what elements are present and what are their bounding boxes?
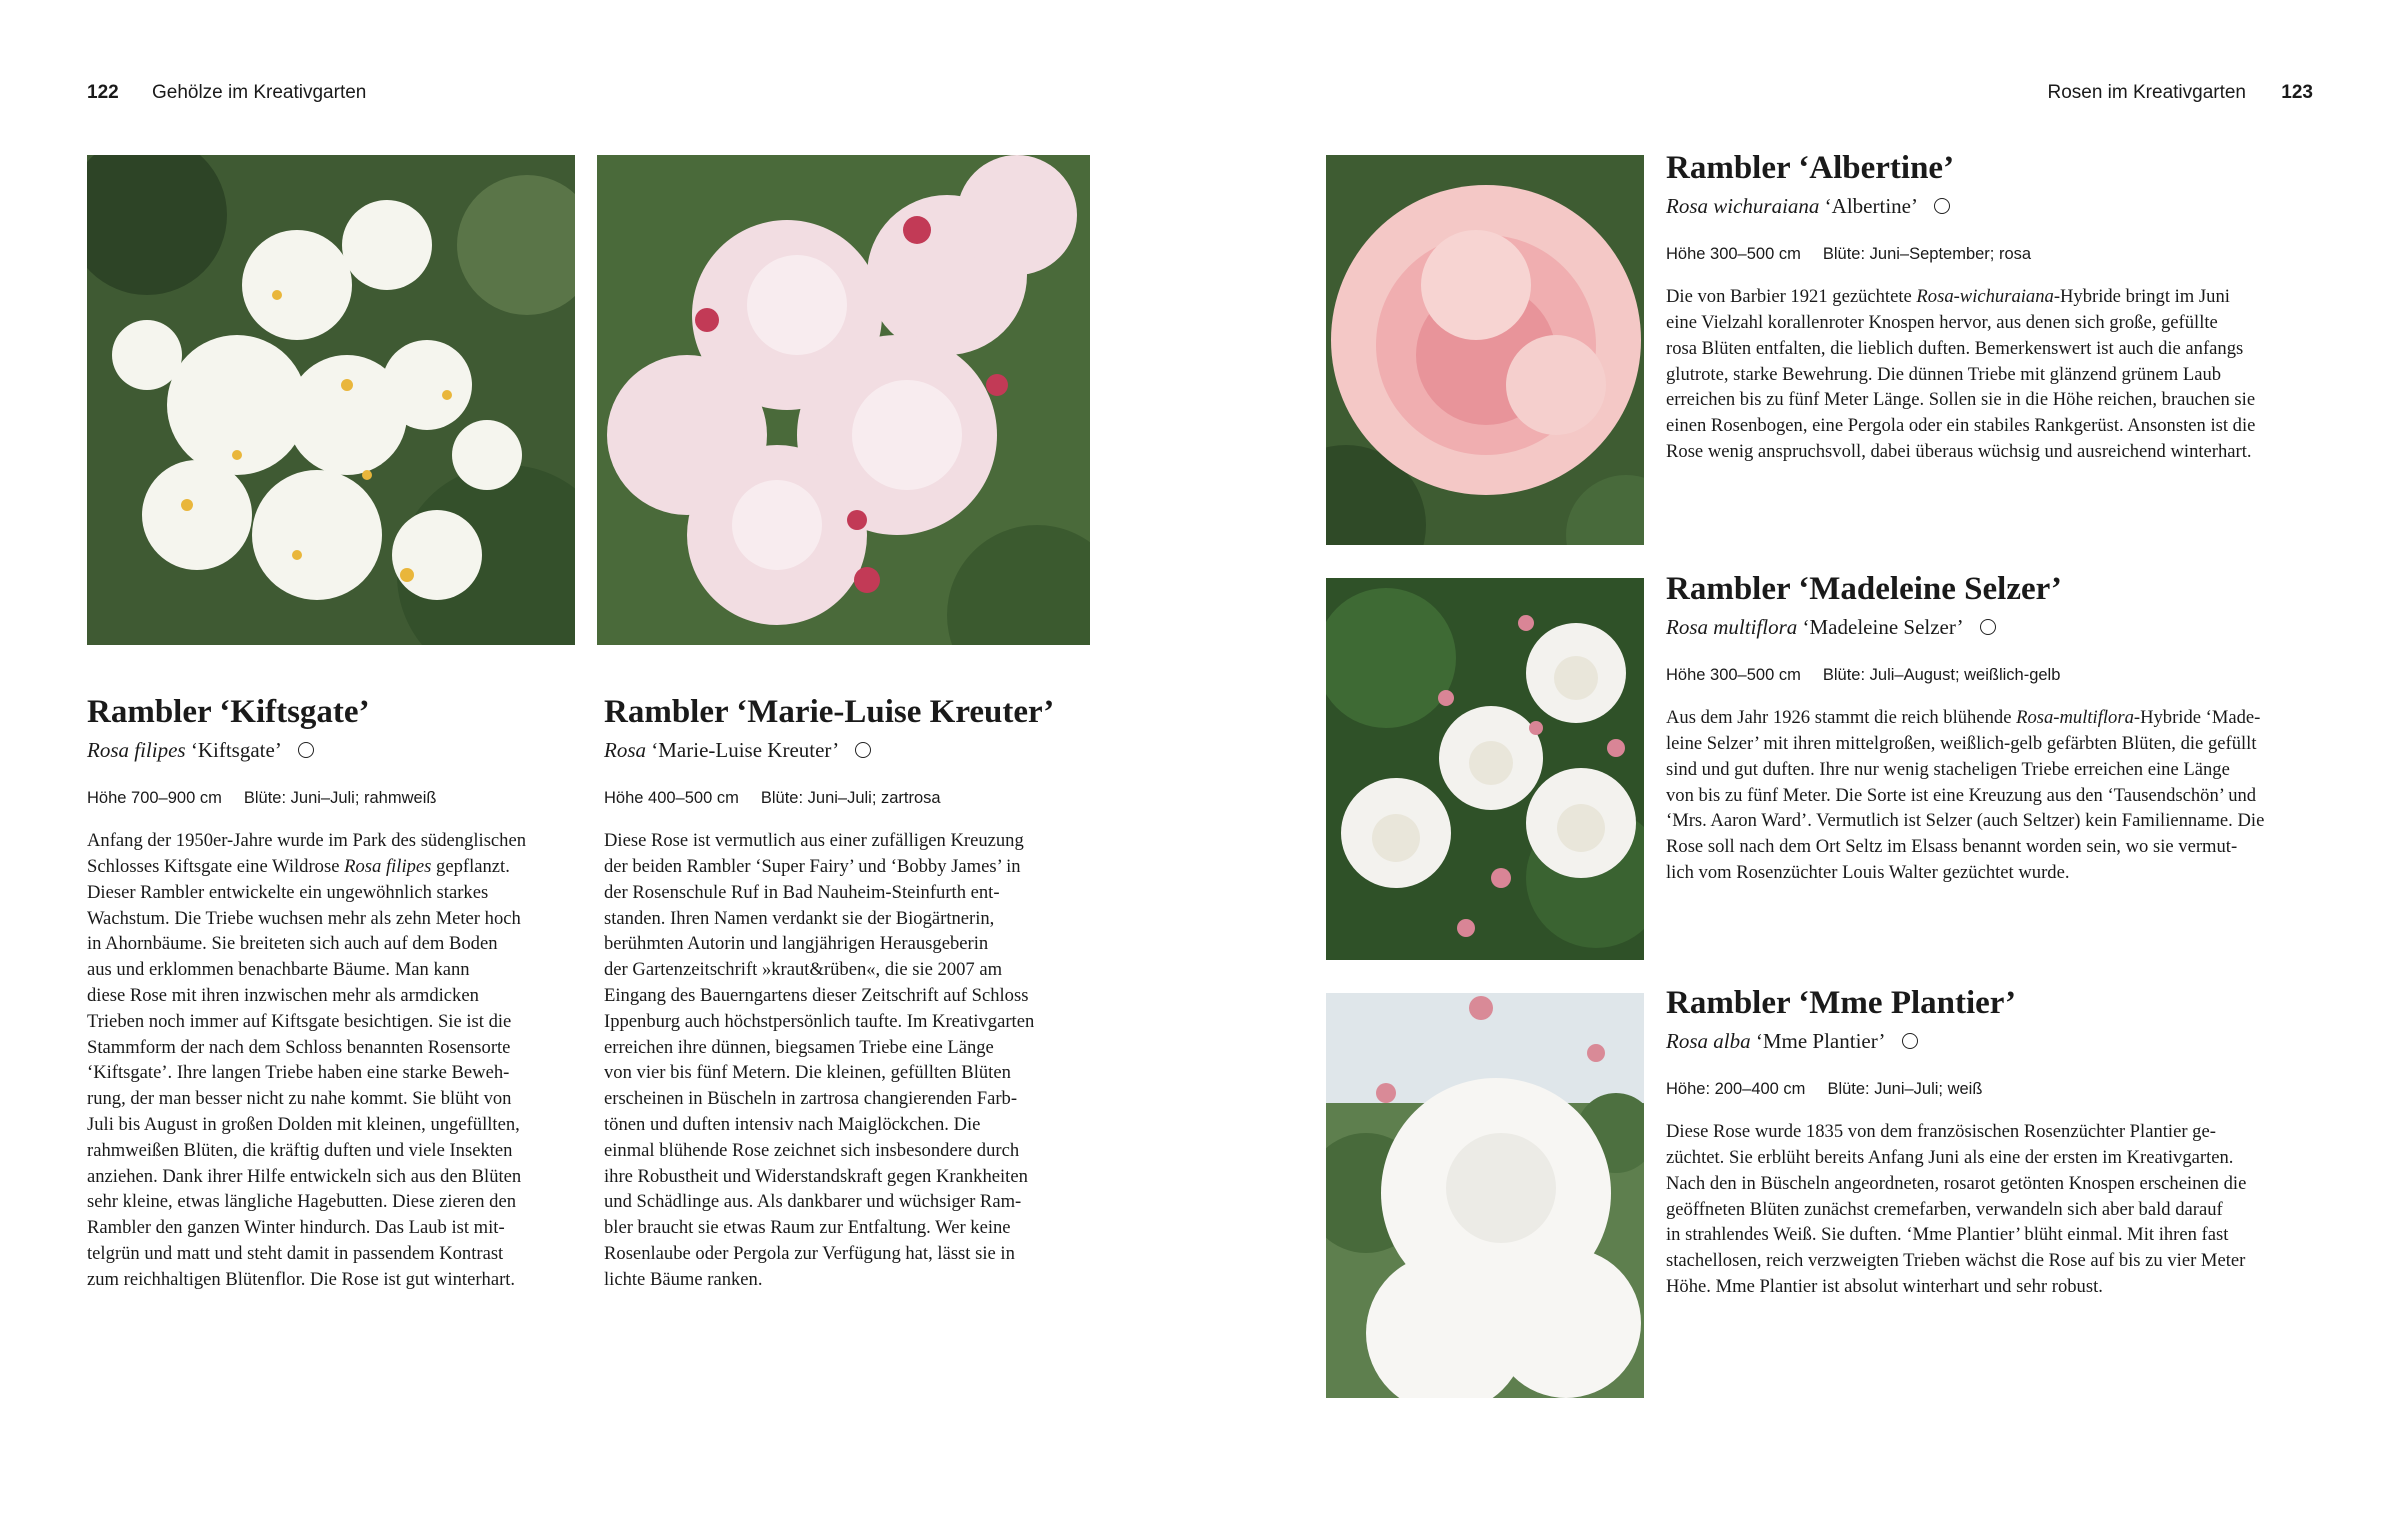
entry-description	[604, 828, 1104, 1292]
text-line: aus und erklommen benachbarte Bäume. Man kann	[87, 959, 470, 981]
text-line: sehr kleine, etwas längliche Hagebutten. Diese zieren den	[87, 1191, 517, 1213]
entry-title: Rambler ‘Madeleine Selzer’	[1666, 571, 2062, 607]
text-line: leine Selzer’ mit ihren mittelgroßen, weißlich-gelb gefärbten Blüten, die gefüllt	[1666, 733, 2257, 755]
text-line: Höhe. Mme Plantier ist absolut winterhart und sehr robust.	[1666, 1276, 2103, 1298]
mme-plantier-photo	[1326, 993, 1644, 1398]
plant-facts: Höhe 400–500 cm Blüte: Juni–Juli; zartrosa	[604, 789, 941, 808]
text-line: Diese Rose wurde 1835 von dem französischen Rosenzüchter Plantier ge-	[1666, 1121, 2216, 1143]
entry-albertine	[1666, 150, 2336, 465]
text-line: von bis zu fünf Meter. Die Sorte ist eine Kreuzung aus den ‘Tausendschön’ und	[1666, 784, 2257, 806]
text-line: anziehen. Dank ihrer Hilfe entwickeln sich aus den Blüten	[87, 1165, 522, 1187]
text-line: Schlosses Kiftsgate eine Wildrose Rosa filipes gepflanzt.	[87, 856, 510, 878]
text-line: glutrote, starke Bewehrung. Die dünnen Triebe mit glänzend grünem Laub	[1666, 363, 2222, 385]
text-line: rung, der man besser nicht zu nahe kommt. Sie blüht von	[87, 1088, 512, 1110]
sun-exposure-icon	[1902, 1033, 1918, 1049]
text-line: stachellosen, reich verzweigten Trieben wächst die Rose auf bis zu vier Meter	[1666, 1250, 2246, 1272]
text-line: erreichen ihre dünnen, biegsamen Triebe eine Länge	[604, 1036, 994, 1058]
text-line: ‘Kiftsgate’. Ihre langen Triebe haben eine starke Beweh-	[87, 1062, 510, 1084]
plant-facts: Höhe 700–900 cm Blüte: Juni–Juli; rahmweiß	[87, 789, 437, 808]
entry-title: Rambler ‘Marie-Luise Kreuter’	[604, 694, 1055, 730]
entry-description	[1666, 284, 2336, 465]
text-line: Eingang des Bauerngartens dieser Zeitschrift auf Schloss	[604, 985, 1029, 1007]
text-line: Wachstum. Die Triebe wuchsen mehr als zehn Meter hoch	[87, 907, 521, 929]
text-line: lichte Bäume ranken.	[604, 1268, 763, 1290]
text-line: in Ahornbäume. Sie breiteten sich auch auf dem Boden	[87, 933, 498, 955]
text-line: rosa Blüten entfalten, die lieblich duften. Bemerkenswert ist auch die anfangs	[1666, 337, 2244, 359]
entry-kiftsgate	[87, 694, 587, 1293]
plant-facts: Höhe: 200–400 cm Blüte: Juni–Juli; weiß	[1666, 1080, 1983, 1099]
madeleine-selzer-photo	[1326, 578, 1644, 960]
text-line: einmal blühende Rose zeichnet sich insbesondere durch	[604, 1139, 1020, 1161]
text-line: der Gartenzeitschrift »kraut&rüben«, die sie 2007 am	[604, 959, 1003, 981]
text-line: standen. Ihren Namen verdankt sie der Biogärtnerin,	[604, 907, 995, 929]
text-line: Aus dem Jahr 1926 stammt die reich blühende Rosa-multiflora-Hybride ‘Made-	[1666, 707, 2261, 729]
text-line: von vier bis fünf Metern. Die kleinen, gefüllten Blüten	[604, 1062, 1011, 1084]
entry-title: Rambler ‘Kiftsgate’	[87, 694, 370, 730]
rosa-filipes-kiftsgate-photo	[87, 155, 575, 645]
text-line: diese Rose mit ihren inzwischen mehr als armdicken	[87, 985, 479, 1007]
entry-title: Rambler ‘Albertine’	[1666, 150, 1955, 186]
text-line: telgrün und matt und steht damit in passendem Kontrast	[87, 1243, 504, 1265]
text-line: bler braucht sie etwas Raum zur Entfaltung. Wer keine	[604, 1217, 1011, 1239]
text-line: einen Rosenbogen, eine Pergola oder ein stabiles Rankgerüst. Ansonsten ist die	[1666, 415, 2256, 437]
text-line: sind und gut duften. Ihre nur wenig stacheligen Triebe erreichen eine Länge	[1666, 758, 2230, 780]
entry-description	[87, 828, 587, 1292]
text-line: züchtet. Sie erblüht bereits Anfang Juni als eine der ersten im Kreativgarten.	[1666, 1147, 2234, 1169]
left-running-title: Gehölze im Kreativgarten	[151, 82, 367, 103]
right-running-title: Rosen im Kreativgarten	[2047, 82, 2247, 103]
entry-description	[1666, 1119, 2336, 1300]
text-line: erreichen bis zu fünf Meter Länge. Sollen sie in die Höhe reichen, brauchen sie	[1666, 389, 2256, 411]
text-line: rahmweißen Blüten, die kräftig duften und viele Insekten	[87, 1139, 513, 1161]
text-line: zum reichhaltigen Blütenflor. Die Rose ist gut winterhart.	[87, 1268, 516, 1290]
text-line: ihre Robustheit und Widerstandskraft gegen Krankheiten	[604, 1165, 1028, 1187]
marie-luise-kreuter-photo	[597, 155, 1090, 645]
botanical-name: Rosa filipes ‘Kiftsgate’	[87, 738, 587, 763]
plant-facts: Höhe 300–500 cm Blüte: Juni–September; rosa	[1666, 245, 2032, 264]
sun-exposure-icon	[298, 742, 314, 758]
text-line: Dieser Rambler entwickelte ein ungewöhnlich starkes	[87, 881, 489, 903]
text-line: der beiden Rambler ‘Super Fairy’ und ‘Bobby James’ in	[604, 856, 1021, 878]
text-line: in strahlendes Weiß. Sie duften. ‘Mme Plantier’ blüht einmal. Mit ihren fast	[1666, 1224, 2229, 1246]
right-page-number: 123	[2281, 82, 2313, 103]
text-line: lich vom Rosenzüchter Louis Walter gezüchtet wurde.	[1666, 862, 2070, 884]
albertine-photo	[1326, 155, 1644, 545]
entry-title: Rambler ‘Mme Plantier’	[1666, 985, 2017, 1021]
plant-facts: Höhe 300–500 cm Blüte: Juli–August; weißlich-gelb	[1666, 666, 2061, 685]
entry-mme-plantier	[1666, 985, 2336, 1300]
text-line: geöffneten Blüten zunächst cremefarben, verwandeln sich aber bald darauf	[1666, 1198, 2223, 1220]
text-line: ‘Mrs. Aaron Ward’. Vermutlich ist Selzer (auch Seltzer) kein Familienname. Die	[1666, 810, 2265, 832]
text-line: Rosenlaube oder Pergola zur Verfügung hat, lässt sie in	[604, 1243, 1015, 1265]
text-line: und Schädlinge aus. Als dankbarer und wüchsiger Ram-	[604, 1191, 1022, 1213]
text-line: Nach den in Büscheln angeordneten, rosarot getönten Knospen erscheinen die	[1666, 1172, 2247, 1194]
botanical-name: Rosa wichuraiana ‘Albertine’	[1666, 194, 2336, 219]
text-line: Die von Barbier 1921 gezüchtete Rosa-wichuraiana-Hybride bringt im Juni	[1666, 286, 2230, 308]
text-line: Ippenburg auch höchstpersönlich taufte. Im Kreativgarten	[604, 1010, 1035, 1032]
botanical-name: Rosa ‘Marie-Luise Kreuter’	[604, 738, 1104, 763]
left-page-header	[87, 82, 366, 104]
text-line: der Rosenschule Ruf in Bad Nauheim-Steinfurth ent-	[604, 881, 1000, 903]
left-page-number: 122	[87, 82, 119, 103]
sun-exposure-icon	[1934, 198, 1950, 214]
text-line: Rose wenig anspruchsvoll, dabei überaus wüchsig und ausreichend winterhart.	[1666, 441, 2252, 463]
entry-marie-luise-kreuter	[604, 694, 1104, 1293]
text-line: Anfang der 1950er-Jahre wurde im Park des südenglischen	[87, 830, 527, 852]
right-page-header	[2047, 82, 2313, 104]
text-line: Juli bis August in großen Dolden mit kleinen, ungefüllten,	[87, 1114, 520, 1136]
text-line: erscheinen in Büscheln in zartrosa changierenden Farb-	[604, 1088, 1018, 1110]
text-line: Diese Rose ist vermutlich aus einer zufälligen Kreuzung	[604, 830, 1024, 852]
botanical-name: Rosa alba ‘Mme Plantier’	[1666, 1029, 2336, 1054]
sun-exposure-icon	[1980, 619, 1996, 635]
text-line: tönen und duften intensiv nach Maiglöckchen. Die	[604, 1114, 981, 1136]
text-line: Trieben noch immer auf Kiftsgate besichtigen. Sie ist die	[87, 1010, 512, 1032]
entry-madeleine-selzer	[1666, 571, 2336, 886]
text-line: Rambler den ganzen Winter hindurch. Das Laub ist mit-	[87, 1217, 505, 1239]
botanical-name: Rosa multiflora ‘Madeleine Selzer’	[1666, 615, 2336, 640]
sun-exposure-icon	[855, 742, 871, 758]
text-line: Stammform der nach dem Schloss benannten Rosensorte	[87, 1036, 511, 1058]
text-line: Rose soll nach dem Ort Seltz im Elsass benannt worden sein, wo sie vermut-	[1666, 836, 2238, 858]
text-line: eine Vielzahl korallenroter Knospen hervor, aus denen sich große, gefüllte	[1666, 312, 2218, 334]
text-line: berühmten Autorin und langjährigen Herausgeberin	[604, 933, 989, 955]
entry-description	[1666, 705, 2336, 886]
